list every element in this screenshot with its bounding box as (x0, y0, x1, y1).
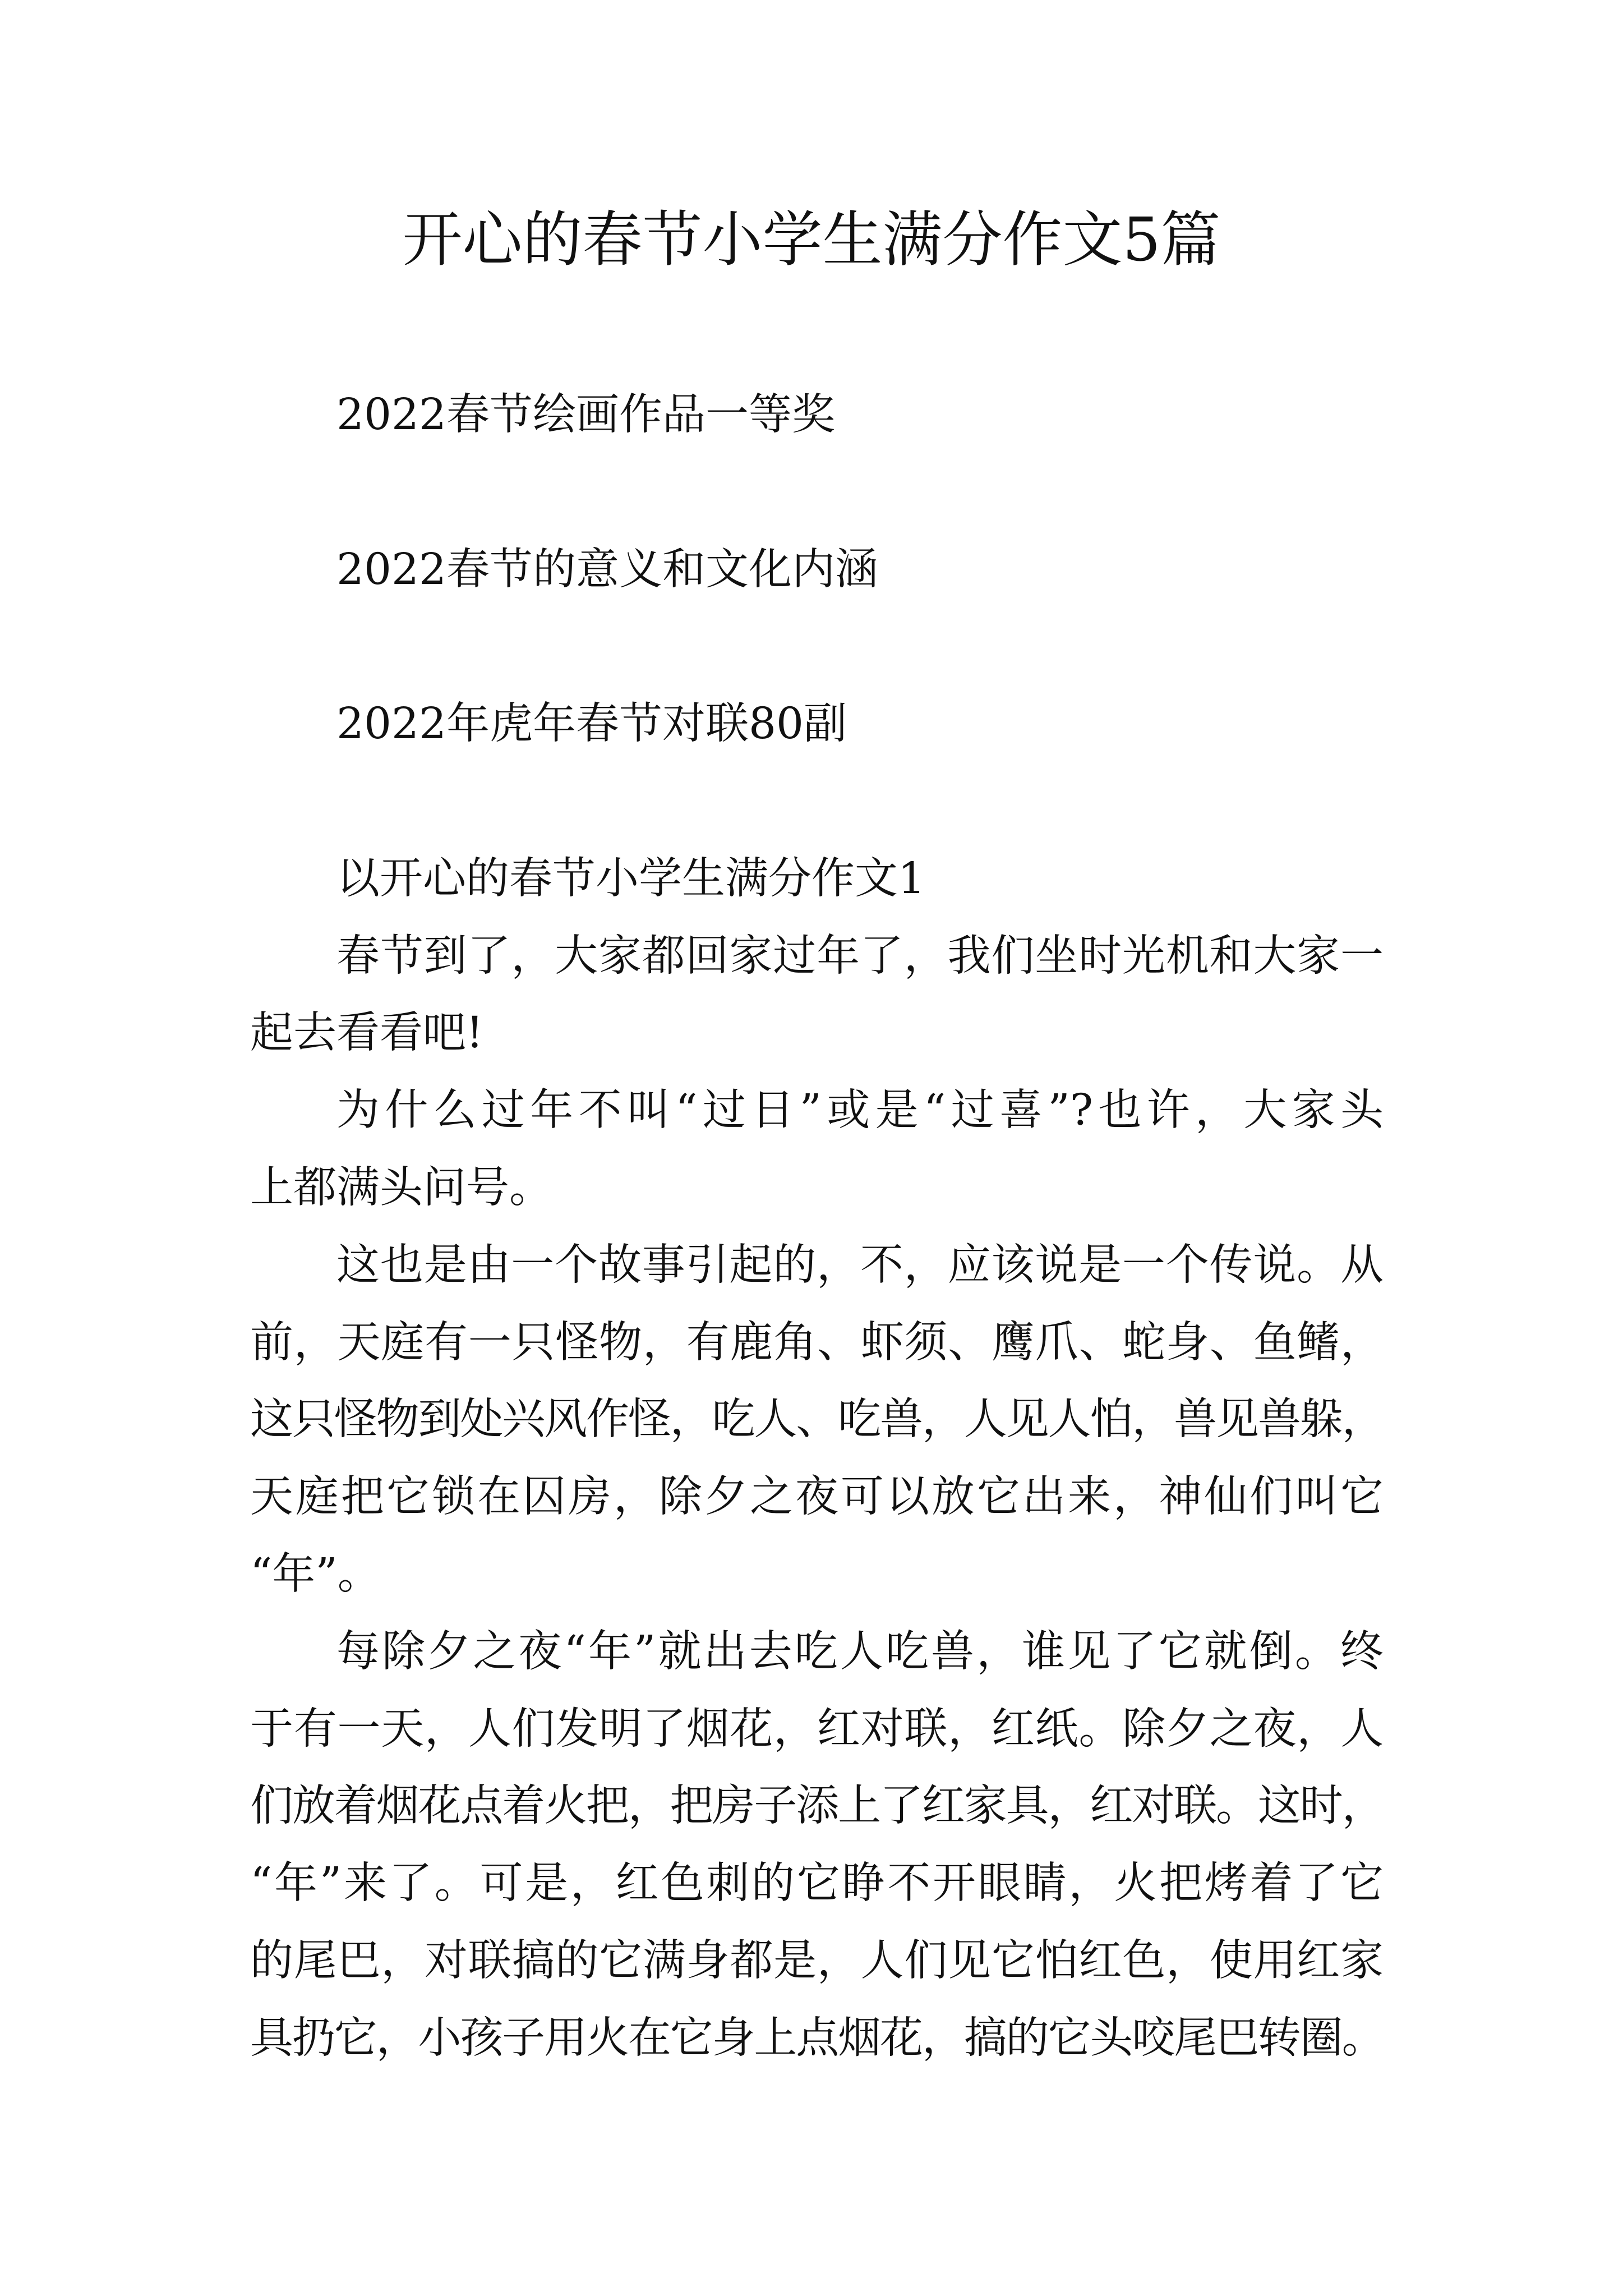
document-body (250, 376, 1384, 2077)
paragraph-line: 春节到了，大家都回家过年了，我们坐时光机和大家一 (336, 931, 1384, 981)
paragraph-line: 具扔它，小孩子用火在它身上点烟花，搞的它头咬尾巴转圈。 (250, 2013, 1384, 2063)
paragraph-line: “年”。 (250, 1549, 381, 1599)
essay-heading: 以开心的春节小学生满分作文1 (336, 853, 925, 904)
paragraph (250, 1613, 1384, 2077)
paragraph-line: 这也是由一个故事引起的，不，应该说是一个传说。从 (336, 1240, 1384, 1290)
document-title: 开心的春节小学生满分作文5篇 (402, 205, 1221, 275)
paragraph-line: 为什么过年不叫“过日”或是“过喜”?也许，大家头 (336, 1085, 1384, 1136)
related-article-title: 2022年虎年春节对联80副 (336, 699, 847, 749)
paragraph (250, 1072, 1384, 1227)
paragraph (250, 918, 1384, 1073)
paragraph-line: 们放着烟花点着火把，把房子添上了红家具，红对联。这时， (250, 1781, 1384, 1832)
paragraph-line: 的尾巴，对联搞的它满身都是，人们见它怕红色，使用红家 (250, 1935, 1384, 1986)
paragraph-line: 天庭把它锁在囚房，除夕之夜可以放它出来，神仙们叫它 (250, 1472, 1384, 1522)
paragraph-line: 前，天庭有一只怪物，有鹿角、虾须、鹰爪、蛇身、鱼鳍， (250, 1317, 1384, 1368)
paragraph-line: 上都满头问号。 (250, 1162, 552, 1213)
related-article-title: 2022春节的意义和文化内涵 (336, 544, 878, 595)
paragraph-line: 起去看看吧! (250, 1008, 483, 1059)
paragraph (250, 1227, 1384, 1613)
paragraph-line: “年”来了。可是，红色刺的它睁不开眼睛，火把烤着了它 (250, 1858, 1384, 1909)
paragraph-line: 于有一天，人们发明了烟花，红对联，红纸。除夕之夜，人 (250, 1704, 1384, 1754)
paragraph-line: 这只怪物到处兴风作怪，吃人、吃兽，人见人怕，兽见兽躲， (250, 1395, 1384, 1445)
related-article-title: 2022春节绘画作品一等奖 (336, 390, 835, 440)
paragraph-line: 每除夕之夜“年”就出去吃人吃兽，谁见了它就倒。终 (336, 1626, 1384, 1677)
